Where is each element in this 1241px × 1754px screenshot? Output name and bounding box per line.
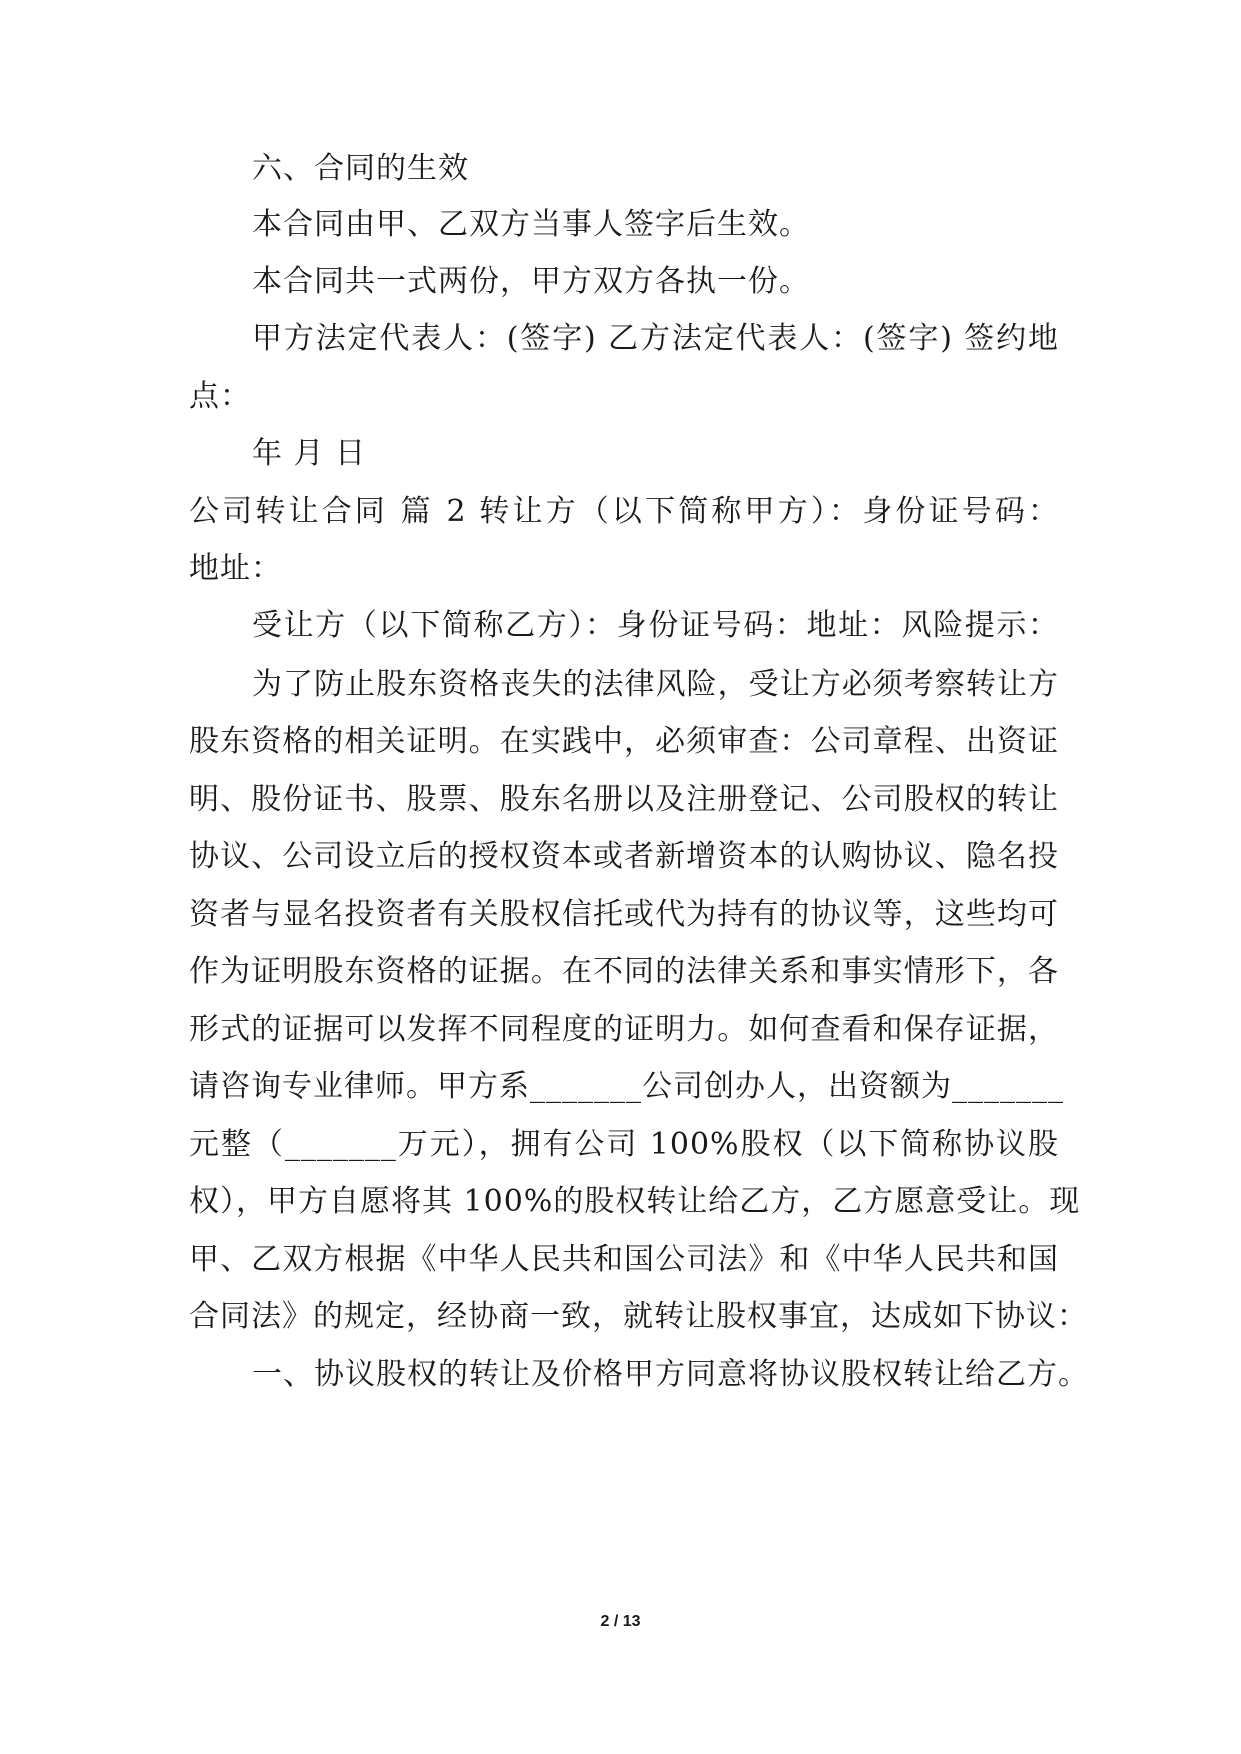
section-heading-contract-effect: 六、合同的生效: [252, 151, 469, 186]
paragraph-line: 甲、乙双方根据《中华人民共和国公司法》和《中华人民共和国: [189, 1242, 1059, 1277]
paragraph-line: 为了防止股东资格丧失的法律风险，受让方必须考察转让方: [252, 667, 1059, 702]
paragraph-line: 本合同共一式两份，甲方双方各执一份。: [252, 264, 810, 299]
paragraph-line: 点：: [189, 379, 251, 414]
paragraph-line: 作为证明股东资格的证据。在不同的法律关系和事实情形下，各: [189, 954, 1059, 989]
paragraph-line: 一、协议股权的转让及价格甲方同意将协议股权转让给乙方。: [252, 1357, 1089, 1392]
paragraph-line: 甲方法定代表人：(签字) 乙方法定代表人：(签字) 签约地: [252, 321, 1059, 356]
paragraph-line: 地址：: [189, 551, 282, 586]
paragraph-line: 明、股份证书、股票、股东名册以及注册登记、公司股权的转让: [189, 782, 1059, 817]
paragraph-line: 请咨询专业律师。甲方系_______公司创办人，出资额为_______: [189, 1069, 1064, 1104]
paragraph-line: 受让方（以下简称乙方）：身份证号码：地址：风险提示：: [252, 608, 1059, 643]
paragraph-line: 形式的证据可以发挥不同程度的证明力。如何查看和保存证据，: [189, 1012, 1059, 1047]
paragraph-line: 元整（_______万元），拥有公司 100%股权（以下简称协议股: [189, 1127, 1059, 1162]
paragraph-line: 合同法》的规定，经协商一致，就转让股权事宜，达成如下协议：: [189, 1299, 1088, 1334]
paragraph-line: 权），甲方自愿将其 100%的股权转让给乙方，乙方愿意受让。现: [189, 1184, 1081, 1219]
page-number: 2 / 13: [600, 1613, 641, 1630]
paragraph-line: 资者与显名投资者有关股权信托或代为持有的协议等，这些均可: [189, 897, 1059, 932]
paragraph-line: 本合同由甲、乙双方当事人签字后生效。: [252, 207, 810, 242]
paragraph-line: 股东资格的相关证明。在实践中，必须审查：公司章程、出资证: [189, 724, 1059, 759]
date-line: 年 月 日: [252, 436, 367, 471]
paragraph-line: 协议、公司设立后的授权资本或者新增资本的认购协议、隐名投: [189, 839, 1059, 874]
section-heading-article-2: 公司转让合同 篇 2 转让方（以下简称甲方）：身份证号码：: [189, 494, 1059, 529]
